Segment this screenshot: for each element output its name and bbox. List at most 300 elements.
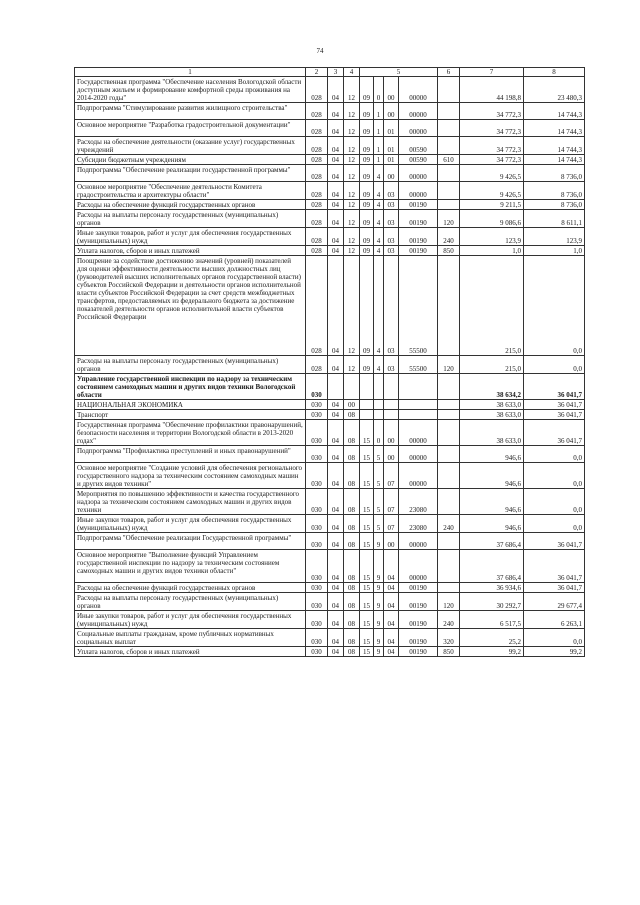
code-event: 03 <box>384 200 399 210</box>
code-subsection: 08 <box>344 410 360 420</box>
code-subsection: 08 <box>344 583 360 593</box>
row-name: Основное мероприятие "Обеспечение деятельности Комитета градостроительства и архитектуры области" <box>75 182 306 200</box>
header-col-4: 4 <box>344 68 360 77</box>
code-section: 04 <box>328 583 344 593</box>
table-row <box>75 629 585 647</box>
header-col-5: 5 <box>360 68 438 77</box>
code-subprogram: 9 <box>374 593 384 611</box>
header-col-1: 1 <box>75 68 306 77</box>
code-section: 04 <box>328 165 344 182</box>
amount-col-8: 36 041,7 <box>524 583 585 593</box>
code-event: 00 <box>384 446 399 463</box>
code-event: 03 <box>384 256 399 356</box>
code-gu: 028 <box>306 137 328 155</box>
amount-col-7: 36 934,6 <box>460 583 524 593</box>
code-gu: 028 <box>306 210 328 228</box>
table-row <box>75 182 585 200</box>
code-subsection: 08 <box>344 489 360 515</box>
code-section: 04 <box>328 246 344 256</box>
code-program: 09 <box>360 182 374 200</box>
code-event: 00 <box>384 420 399 446</box>
code-subprogram: 4 <box>374 246 384 256</box>
code-section: 04 <box>328 120 344 137</box>
code-event: 07 <box>384 489 399 515</box>
code-direction: 00190 <box>399 200 438 210</box>
code-gu: 030 <box>306 593 328 611</box>
code-subprogram <box>374 410 384 420</box>
code-program: 15 <box>360 629 374 647</box>
code-subprogram: 5 <box>374 446 384 463</box>
code-section: 04 <box>328 550 344 583</box>
code-program: 15 <box>360 463 374 489</box>
code-gu: 028 <box>306 120 328 137</box>
amount-col-8: 14 744,3 <box>524 120 585 137</box>
code-subprogram: 1 <box>374 120 384 137</box>
code-expense-type <box>438 410 460 420</box>
code-subprogram: 5 <box>374 489 384 515</box>
code-expense-type <box>438 533 460 550</box>
code-section: 04 <box>328 463 344 489</box>
code-program <box>360 410 374 420</box>
code-section: 04 <box>328 200 344 210</box>
code-direction: 00000 <box>399 103 438 120</box>
code-section: 04 <box>328 629 344 647</box>
code-program: 09 <box>360 137 374 155</box>
row-name: Мероприятия по повышению эффективности и качества государственного надзора за техническим состоянием самоходных машин и других видов техники <box>75 489 306 515</box>
table-row <box>75 611 585 629</box>
code-program: 15 <box>360 515 374 533</box>
row-name: Поощрение за содействие достижению значений (уровней) показателей для оценки эффективности деятельности высших должностных лиц (руководителей высших исполнительных органов государственной власти) субъектов Российской Федерации и деятельности органов исполнительной власти субъектов Российской Федерации за счет средств межбюджетных трансфертов, предоставляемых из федерального бюджета за достижение показателей деятельности органов исполнительной власти субъектов Российской Федерации <box>75 256 306 356</box>
code-expense-type <box>438 420 460 446</box>
amount-col-8: 8 736,0 <box>524 200 585 210</box>
code-event: 03 <box>384 210 399 228</box>
code-section: 04 <box>328 410 344 420</box>
code-direction: 23080 <box>399 489 438 515</box>
code-subprogram <box>374 374 384 400</box>
code-direction: 00000 <box>399 165 438 182</box>
code-section: 04 <box>328 647 344 657</box>
row-name: НАЦИОНАЛЬНАЯ ЭКОНОМИКА <box>75 400 306 410</box>
code-section: 04 <box>328 256 344 356</box>
code-subprogram: 9 <box>374 647 384 657</box>
code-subprogram: 5 <box>374 463 384 489</box>
row-name: Основное мероприятие "Создание условий для обеспечения регионального государственного надзора за техническим состоянием самоходных машин и других видов техники" <box>75 463 306 489</box>
code-subprogram: 9 <box>374 629 384 647</box>
code-section: 04 <box>328 400 344 410</box>
amount-col-7: 25,2 <box>460 629 524 647</box>
amount-col-7: 946,6 <box>460 446 524 463</box>
table-row <box>75 593 585 611</box>
code-expense-type <box>438 583 460 593</box>
amount-col-8: 0,0 <box>524 629 585 647</box>
code-direction <box>399 400 438 410</box>
code-subprogram: 4 <box>374 210 384 228</box>
table-row <box>75 155 585 165</box>
budget-table <box>74 67 585 657</box>
amount-col-8: 36 041,7 <box>524 550 585 583</box>
code-program: 09 <box>360 120 374 137</box>
code-program: 15 <box>360 647 374 657</box>
table-row <box>75 356 585 374</box>
code-gu: 028 <box>306 246 328 256</box>
amount-col-7: 215,0 <box>460 356 524 374</box>
row-name: Транспорт <box>75 410 306 420</box>
code-direction: 00000 <box>399 533 438 550</box>
code-gu: 028 <box>306 155 328 165</box>
code-event: 04 <box>384 611 399 629</box>
code-expense-type: 120 <box>438 593 460 611</box>
code-subsection: 12 <box>344 103 360 120</box>
code-section: 04 <box>328 77 344 103</box>
table-row <box>75 77 585 103</box>
amount-col-7: 9 426,5 <box>460 182 524 200</box>
amount-col-8: 36 041,7 <box>524 420 585 446</box>
code-gu: 030 <box>306 374 328 400</box>
code-program: 15 <box>360 446 374 463</box>
code-direction: 00000 <box>399 182 438 200</box>
code-direction: 00000 <box>399 550 438 583</box>
row-name: Социальные выплаты гражданам, кроме публичных нормативных социальных выплат <box>75 629 306 647</box>
amount-col-8: 0,0 <box>524 356 585 374</box>
code-expense-type <box>438 77 460 103</box>
code-subprogram: 4 <box>374 182 384 200</box>
amount-col-7: 946,6 <box>460 463 524 489</box>
amount-col-7: 38 633,0 <box>460 400 524 410</box>
amount-col-7: 37 686,4 <box>460 550 524 583</box>
row-name: Основное мероприятие "Разработка градостроительной документации" <box>75 120 306 137</box>
code-direction: 00000 <box>399 77 438 103</box>
row-name: Подпрограмма "Профилактика преступлений и иных правонарушений" <box>75 446 306 463</box>
code-direction: 00000 <box>399 420 438 446</box>
code-gu: 030 <box>306 647 328 657</box>
code-subprogram: 9 <box>374 550 384 583</box>
table-header-row <box>75 68 585 77</box>
code-event: 03 <box>384 246 399 256</box>
amount-col-7: 9 426,5 <box>460 165 524 182</box>
code-expense-type: 120 <box>438 210 460 228</box>
code-expense-type <box>438 200 460 210</box>
code-program: 09 <box>360 200 374 210</box>
code-subprogram: 0 <box>374 420 384 446</box>
code-direction: 55500 <box>399 256 438 356</box>
amount-col-7: 37 686,4 <box>460 533 524 550</box>
code-direction: 55500 <box>399 356 438 374</box>
code-program: 15 <box>360 533 374 550</box>
row-name: Уплата налогов, сборов и иных платежей <box>75 647 306 657</box>
code-subsection: 08 <box>344 611 360 629</box>
code-event: 03 <box>384 228 399 246</box>
code-subprogram: 0 <box>374 77 384 103</box>
amount-col-8: 0,0 <box>524 463 585 489</box>
code-subprogram: 9 <box>374 533 384 550</box>
code-subsection: 12 <box>344 165 360 182</box>
row-name: Иные закупки товаров, работ и услуг для обеспечения государственных (муниципальных) нужд <box>75 611 306 629</box>
code-subprogram: 1 <box>374 137 384 155</box>
table-row <box>75 583 585 593</box>
amount-col-8: 8 736,0 <box>524 165 585 182</box>
code-subsection: 08 <box>344 420 360 446</box>
code-subprogram: 4 <box>374 228 384 246</box>
row-name: Подпрограмма "Обеспечение реализации Государственной программы" <box>75 533 306 550</box>
code-direction: 00590 <box>399 137 438 155</box>
code-section: 04 <box>328 137 344 155</box>
code-subsection <box>344 374 360 400</box>
code-gu: 030 <box>306 533 328 550</box>
code-expense-type: 240 <box>438 228 460 246</box>
code-program: 09 <box>360 246 374 256</box>
code-section: 04 <box>328 420 344 446</box>
code-program: 09 <box>360 77 374 103</box>
code-direction <box>399 410 438 420</box>
header-col-6: 6 <box>438 68 460 77</box>
code-gu: 030 <box>306 400 328 410</box>
table-row <box>75 463 585 489</box>
code-program: 15 <box>360 489 374 515</box>
code-program <box>360 374 374 400</box>
code-event: 00 <box>384 103 399 120</box>
code-program: 09 <box>360 356 374 374</box>
amount-col-7: 123,9 <box>460 228 524 246</box>
code-event: 07 <box>384 463 399 489</box>
table-row <box>75 446 585 463</box>
table-row <box>75 420 585 446</box>
code-section: 04 <box>328 210 344 228</box>
code-direction: 00190 <box>399 611 438 629</box>
code-expense-type <box>438 256 460 356</box>
code-subsection: 12 <box>344 200 360 210</box>
code-subprogram: 9 <box>374 583 384 593</box>
header-col-3: 3 <box>328 68 344 77</box>
code-program: 09 <box>360 155 374 165</box>
table-row <box>75 246 585 256</box>
code-expense-type <box>438 165 460 182</box>
code-gu: 028 <box>306 165 328 182</box>
code-gu: 030 <box>306 410 328 420</box>
code-section: 04 <box>328 182 344 200</box>
code-event: 00 <box>384 533 399 550</box>
table-row <box>75 137 585 155</box>
code-event: 04 <box>384 593 399 611</box>
code-program: 09 <box>360 256 374 356</box>
code-event: 01 <box>384 137 399 155</box>
amount-col-7: 38 633,0 <box>460 410 524 420</box>
table-row <box>75 165 585 182</box>
code-direction: 00190 <box>399 228 438 246</box>
code-program: 09 <box>360 228 374 246</box>
amount-col-7: 34 772,3 <box>460 120 524 137</box>
code-gu: 030 <box>306 489 328 515</box>
code-gu: 028 <box>306 200 328 210</box>
code-expense-type <box>438 103 460 120</box>
amount-col-8: 0,0 <box>524 515 585 533</box>
row-name: Государственная программа "Обеспечение профилактики правонарушений, безопасности населения и территории Вологодской области в 2013-2020 годах" <box>75 420 306 446</box>
code-subprogram: 1 <box>374 155 384 165</box>
code-event: 07 <box>384 515 399 533</box>
table-row <box>75 489 585 515</box>
table-row <box>75 410 585 420</box>
amount-col-7: 9 086,6 <box>460 210 524 228</box>
row-name: Основное мероприятие "Выполнение функций Управлением государственной инспекции по надзору за техническим состоянием самоходных машин и других видов техники области" <box>75 550 306 583</box>
code-subsection: 08 <box>344 593 360 611</box>
amount-col-7: 44 198,8 <box>460 77 524 103</box>
row-name: Управление государственной инспекции по надзору за техническим состоянием самоходных машин и других видов техники Вологодской области <box>75 374 306 400</box>
code-expense-type <box>438 374 460 400</box>
amount-col-8: 29 677,4 <box>524 593 585 611</box>
code-subsection: 12 <box>344 356 360 374</box>
header-col-2: 2 <box>306 68 328 77</box>
code-event: 04 <box>384 647 399 657</box>
code-section: 04 <box>328 489 344 515</box>
row-name: Расходы на обеспечение функций государственных органов <box>75 583 306 593</box>
table-row <box>75 400 585 410</box>
amount-col-8: 14 744,3 <box>524 103 585 120</box>
row-name: Расходы на обеспечение деятельности (оказание услуг) государственных учреждений <box>75 137 306 155</box>
amount-col-7: 946,6 <box>460 489 524 515</box>
code-direction: 00000 <box>399 463 438 489</box>
code-direction: 00190 <box>399 629 438 647</box>
table-row <box>75 228 585 246</box>
code-section <box>328 374 344 400</box>
code-direction <box>399 374 438 400</box>
row-name: Расходы на выплаты персоналу государственных (муниципальных) органов <box>75 593 306 611</box>
code-event: 04 <box>384 550 399 583</box>
amount-col-8: 0,0 <box>524 489 585 515</box>
code-event <box>384 400 399 410</box>
code-subsection: 12 <box>344 77 360 103</box>
code-event: 04 <box>384 583 399 593</box>
code-expense-type <box>438 400 460 410</box>
amount-col-7: 99,2 <box>460 647 524 657</box>
code-subsection: 00 <box>344 400 360 410</box>
code-subsection: 12 <box>344 137 360 155</box>
row-name: Иные закупки товаров, работ и услуг для обеспечения государственных (муниципальных) нужд <box>75 228 306 246</box>
amount-col-7: 34 772,3 <box>460 137 524 155</box>
row-name: Подпрограмма "Обеспечение реализации государственной программы" <box>75 165 306 182</box>
table-row <box>75 515 585 533</box>
code-subprogram: 4 <box>374 165 384 182</box>
code-subprogram <box>374 400 384 410</box>
code-subsection: 08 <box>344 647 360 657</box>
code-expense-type <box>438 489 460 515</box>
code-event: 04 <box>384 629 399 647</box>
code-expense-type: 240 <box>438 611 460 629</box>
code-program: 09 <box>360 103 374 120</box>
code-direction: 00190 <box>399 210 438 228</box>
code-gu: 030 <box>306 583 328 593</box>
code-subprogram: 5 <box>374 515 384 533</box>
code-gu: 028 <box>306 256 328 356</box>
table-row <box>75 374 585 400</box>
table-row <box>75 550 585 583</box>
code-expense-type: 240 <box>438 515 460 533</box>
row-name: Подпрограмма "Стимулирование развития жилищного строительства" <box>75 103 306 120</box>
code-gu: 030 <box>306 611 328 629</box>
code-gu: 030 <box>306 550 328 583</box>
code-gu: 030 <box>306 463 328 489</box>
amount-col-7: 9 211,5 <box>460 200 524 210</box>
code-section: 04 <box>328 593 344 611</box>
code-subsection: 12 <box>344 210 360 228</box>
header-col-7: 7 <box>460 68 524 77</box>
code-event: 01 <box>384 155 399 165</box>
code-program <box>360 400 374 410</box>
amount-col-8: 99,2 <box>524 647 585 657</box>
code-event: 01 <box>384 120 399 137</box>
code-subsection: 08 <box>344 533 360 550</box>
code-program: 15 <box>360 420 374 446</box>
code-subsection: 08 <box>344 550 360 583</box>
code-section: 04 <box>328 228 344 246</box>
code-section: 04 <box>328 446 344 463</box>
header-col-8: 8 <box>524 68 585 77</box>
code-section: 04 <box>328 533 344 550</box>
code-direction: 00190 <box>399 246 438 256</box>
amount-col-7: 38 634,2 <box>460 374 524 400</box>
code-section: 04 <box>328 356 344 374</box>
table-row <box>75 647 585 657</box>
code-event: 03 <box>384 182 399 200</box>
code-expense-type: 120 <box>438 356 460 374</box>
code-expense-type <box>438 182 460 200</box>
code-expense-type <box>438 137 460 155</box>
amount-col-8: 23 480,3 <box>524 77 585 103</box>
code-subsection: 12 <box>344 246 360 256</box>
code-direction: 00190 <box>399 583 438 593</box>
amount-col-8: 123,9 <box>524 228 585 246</box>
table-row <box>75 210 585 228</box>
code-section: 04 <box>328 155 344 165</box>
table-row <box>75 256 585 356</box>
code-subsection: 08 <box>344 515 360 533</box>
amount-col-8: 36 041,7 <box>524 400 585 410</box>
row-name: Расходы на обеспечение функций государственных органов <box>75 200 306 210</box>
code-subsection: 08 <box>344 446 360 463</box>
amount-col-7: 34 772,3 <box>460 103 524 120</box>
amount-col-7: 1,0 <box>460 246 524 256</box>
code-direction: 00590 <box>399 155 438 165</box>
table-row <box>75 103 585 120</box>
code-gu: 028 <box>306 182 328 200</box>
amount-col-8: 8 611,1 <box>524 210 585 228</box>
code-direction: 23080 <box>399 515 438 533</box>
table-row <box>75 200 585 210</box>
amount-col-8: 8 736,0 <box>524 182 585 200</box>
code-subprogram: 1 <box>374 103 384 120</box>
amount-col-8: 14 744,3 <box>524 155 585 165</box>
code-event: 00 <box>384 165 399 182</box>
row-name: Субсидии бюджетным учреждениям <box>75 155 306 165</box>
code-subsection: 12 <box>344 228 360 246</box>
amount-col-8: 1,0 <box>524 246 585 256</box>
amount-col-8: 36 041,7 <box>524 374 585 400</box>
code-program: 15 <box>360 593 374 611</box>
table-row <box>75 533 585 550</box>
code-expense-type: 320 <box>438 629 460 647</box>
code-expense-type <box>438 120 460 137</box>
code-subsection: 12 <box>344 256 360 356</box>
code-section: 04 <box>328 515 344 533</box>
row-name: Иные закупки товаров, работ и услуг для обеспечения государственных (муниципальных) нужд <box>75 515 306 533</box>
code-program: 15 <box>360 550 374 583</box>
code-program: 09 <box>360 165 374 182</box>
code-subsection: 12 <box>344 120 360 137</box>
row-name: Расходы на выплаты персоналу государственных (муниципальных) органов <box>75 356 306 374</box>
code-gu: 030 <box>306 420 328 446</box>
amount-col-8: 36 041,7 <box>524 533 585 550</box>
table-row <box>75 120 585 137</box>
row-name: Уплата налогов, сборов и иных платежей <box>75 246 306 256</box>
amount-col-7: 30 292,7 <box>460 593 524 611</box>
